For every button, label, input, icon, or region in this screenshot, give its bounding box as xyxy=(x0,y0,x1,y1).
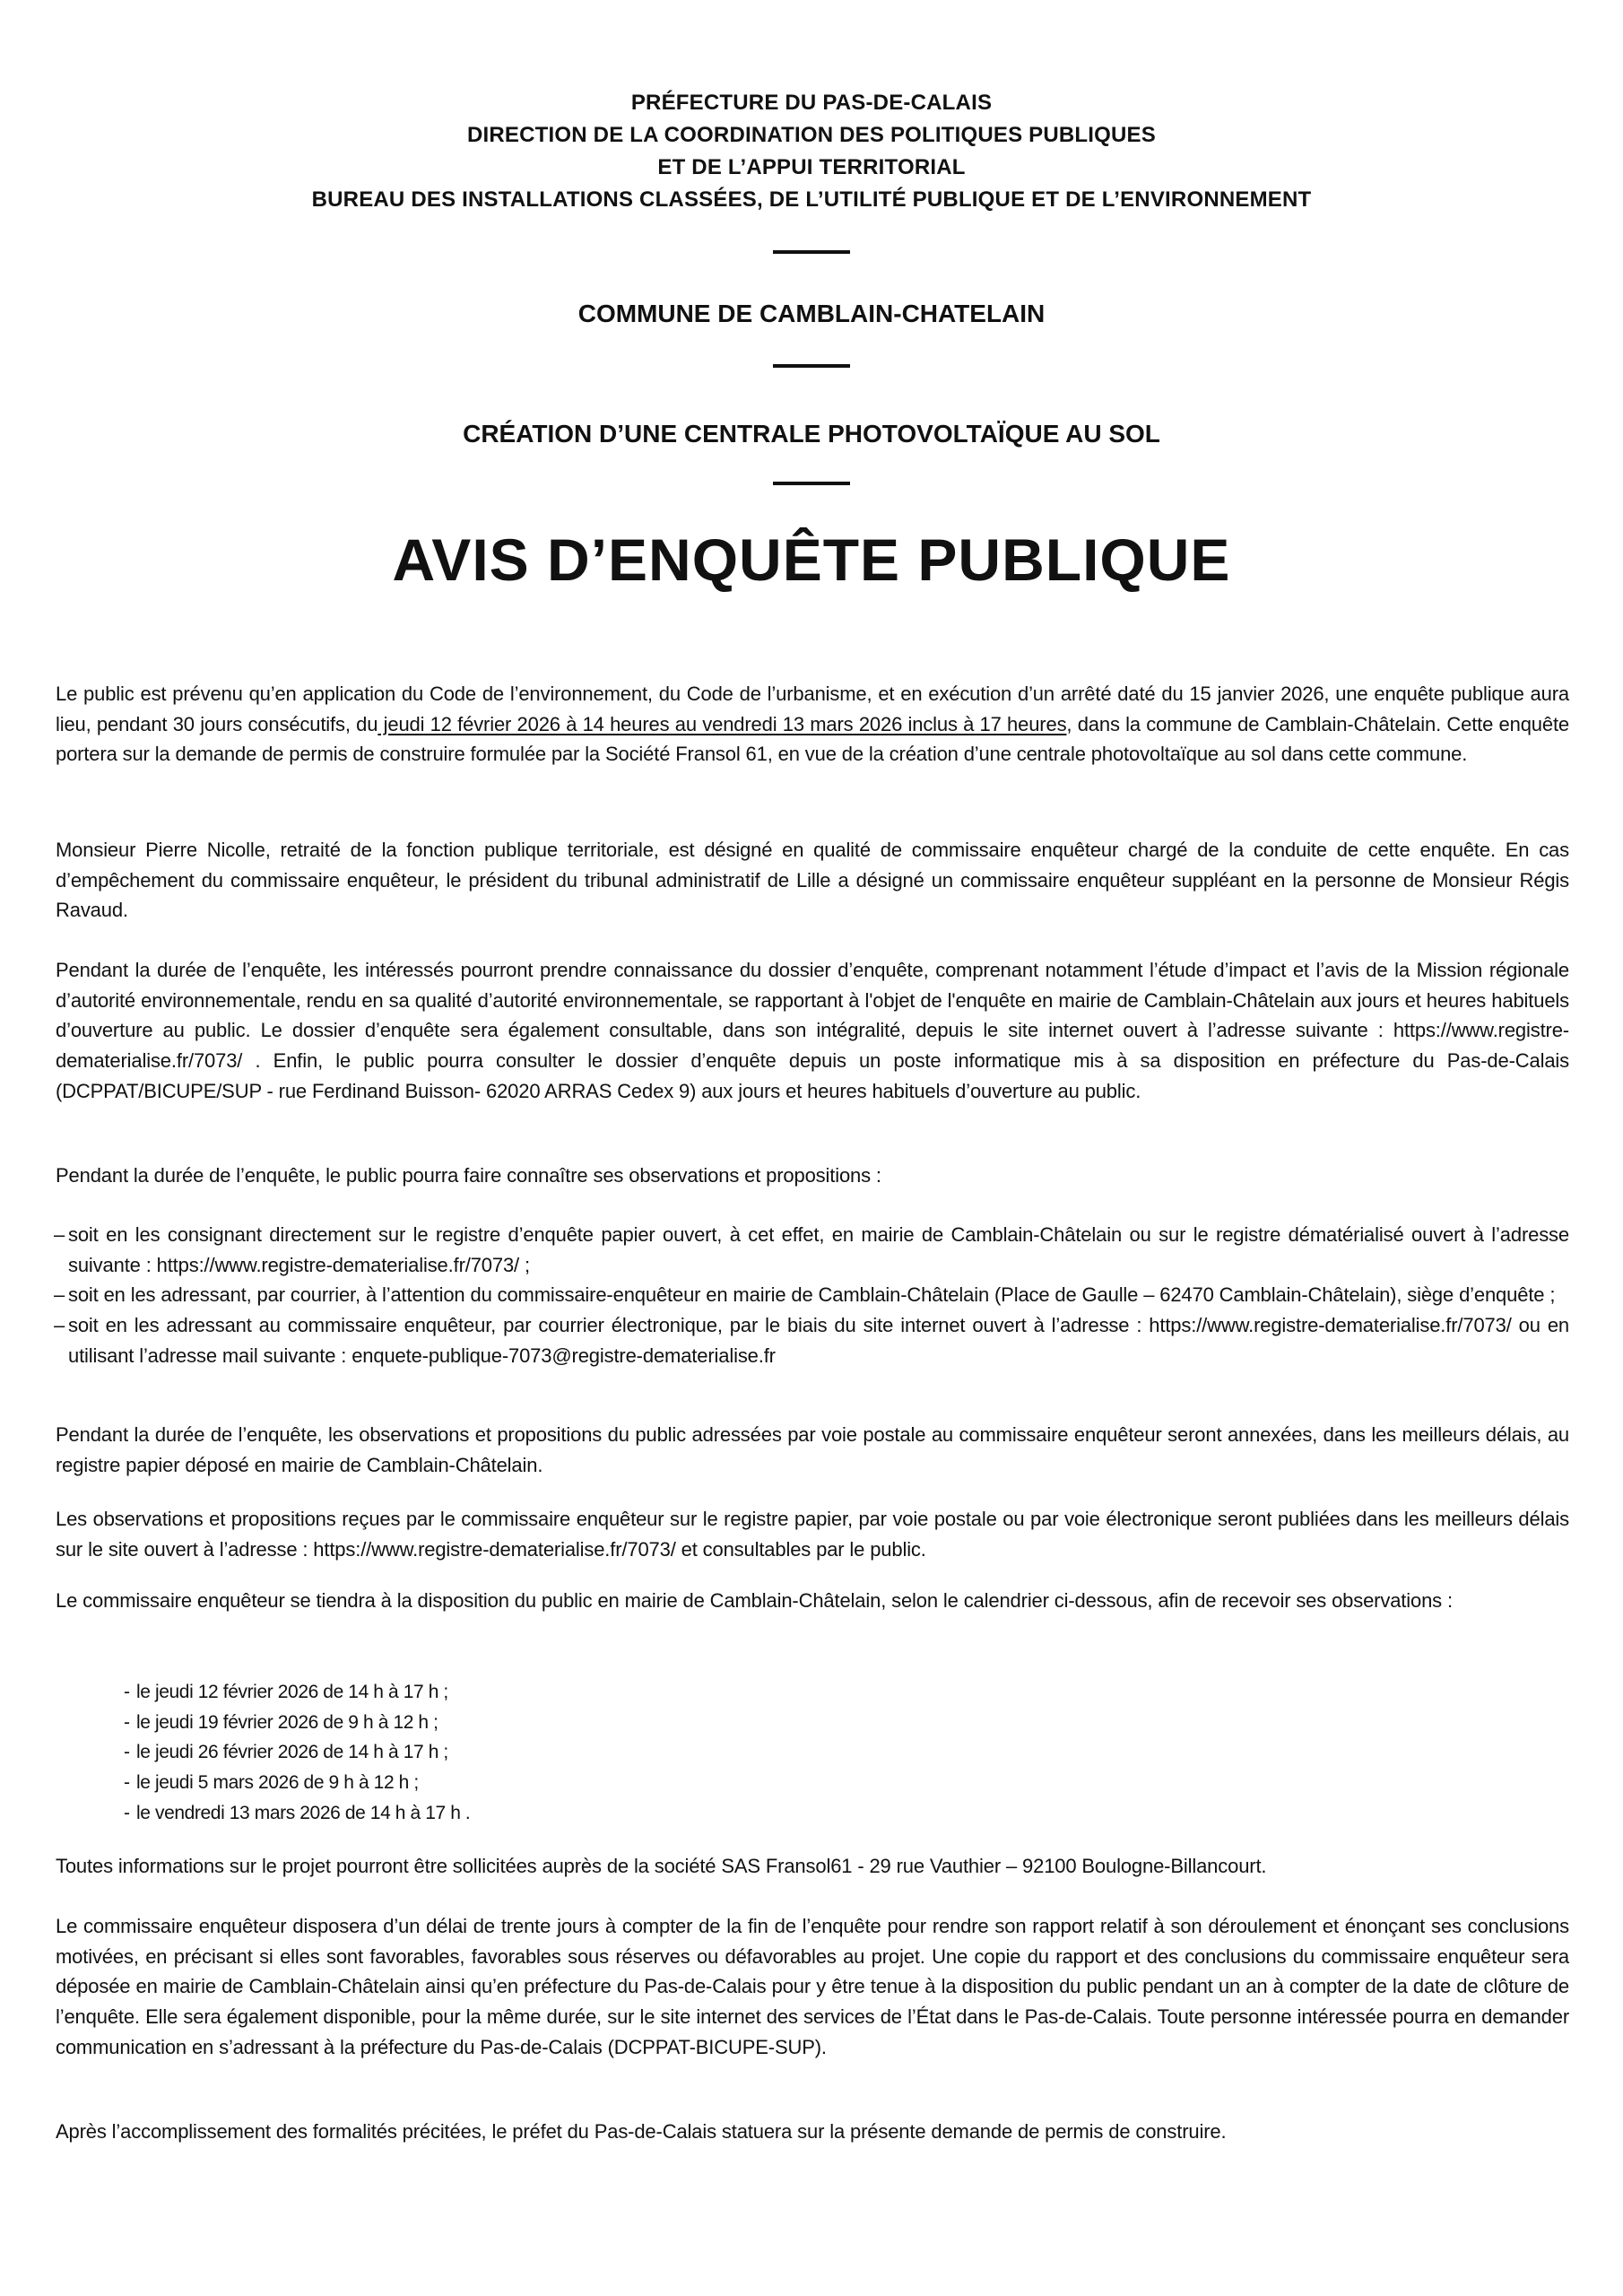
commune-heading: COMMUNE DE CAMBLAIN-CHATELAIN xyxy=(577,300,1046,327)
project-heading: CRÉATION D’UNE CENTRALE PHOTOVOLTAÏQUE AU SOL xyxy=(463,420,1160,448)
paragraph-permanences xyxy=(56,1586,1569,1616)
p1-text-after: , dans la commune de Camblain-Châtelain. Cette enquête portera sur la demande de permis de construire formulée par la Société Fransol 61, en vue de la création d’une centrale photovoltaïque au sol dans cette commune. xyxy=(56,712,1570,766)
schedule-item: - le jeudi 5 mars 2026 de 9 h à 12 h ; xyxy=(124,1772,419,1794)
divider-1 xyxy=(773,250,850,254)
schedule-item: - le jeudi 12 février 2026 de 14 h à 17 h ; xyxy=(124,1682,448,1702)
inquiry-period-underlined: jeudi 12 février 2026 à 14 heures au vendredi 13 mars 2026 inclus à 17 heures xyxy=(378,712,1067,735)
paragraph-commissioner xyxy=(56,835,1569,926)
paragraph-inquiry-dates xyxy=(56,679,1569,770)
p6-text: Les observations et propositions reçues par le commissaire enquêteur sur le registre papier, par voie postale ou par voie électronique seront publiées dans les meilleurs délais sur le site ouvert à l’adresse : https://www.registre-dematerialise.fr/7073/ et consultables par le public. xyxy=(56,1508,1569,1561)
divider-3 xyxy=(773,482,850,485)
paragraph-report xyxy=(56,1911,1569,2063)
paragraph-dossier-consultation xyxy=(56,955,1569,1107)
p9-text: Le commissaire enquêteur disposera d’un délai de trente jours à compter de la fin de l’enquête pour rendre son rapport relatif à son déroulement et énonçant ses conclusions motivées, en précisant si elles sont favorables, favorables sous réserves ou défavorables au projet. Une copie du rapport et des conclusions du commissaire enquêteur sera déposée en mairie de Camblain-Châtelain ainsi qu’en préfecture du Pas-de-Calais pour y être tenue à la disposition du public pendant un an à compter de la date de clôture de l’enquête. Elle sera également disponible, pour la même durée, sur le site internet des services de l’État dans le Pas-de-Calais. Toute personne intéressée pourra en demander communication en s’adressant à la préfecture du Pas-de-Calais (DCPPAT-BICUPE-SUP). xyxy=(56,1915,1569,2058)
divider-2 xyxy=(773,364,850,368)
p4-text: Pendant la durée de l’enquête, le public pourra faire connaître ses observations et propositions : xyxy=(56,1164,881,1187)
dash-bullet: – xyxy=(54,1223,65,1246)
paragraph-project-contact xyxy=(56,1851,1569,1882)
list-item: – soit en les adressant au commissaire enquêteur, par courrier électronique, par le biais du site internet ouvert à l’adresse : https://www.registre-dematerialise.fr/7073/ ou en utilisant l’adresse mail suivante : enquete-publique-7073@registre-dematerialise.fr xyxy=(56,1310,1569,1370)
p7-text: Le commissaire enquêteur se tiendra à la disposition du public en mairie de Camblain-Châtelain, selon le calendrier ci-dessous, afin de recevoir ses observations : xyxy=(56,1589,1453,1612)
document-title: AVIS D’ENQUÊTE PUBLIQUE xyxy=(392,526,1231,593)
header-line-appui: ET DE L’APPUI TERRITORIAL xyxy=(657,155,966,179)
observation-methods-list xyxy=(56,1220,1569,1371)
paragraph-postal-observations xyxy=(56,1420,1569,1480)
header-line-prefecture: PRÉFECTURE DU PAS-DE-CALAIS xyxy=(630,91,993,115)
issuing-authority-header xyxy=(0,87,1623,216)
header-line-bureau: BUREAU DES INSTALLATIONS CLASSÉES, DE L’UTILITÉ PUBLIQUE ET DE L’ENVIRONNEMENT xyxy=(311,187,1312,212)
list-item: – soit en les adressant, par courrier, à l’attention du commissaire-enquêteur en mairie de Camblain-Châtelain (Place de Gaulle – 62470 Camblain-Châtelain), siège d’enquête ; xyxy=(56,1280,1569,1310)
paragraph-observations-intro xyxy=(56,1161,1569,1191)
paragraph-decision xyxy=(56,2117,1569,2147)
schedule-item: - le jeudi 26 février 2026 de 14 h à 17 h ; xyxy=(124,1742,448,1763)
permanence-schedule xyxy=(124,1677,470,1829)
schedule-item: - le vendredi 13 mars 2026 de 14 h à 17 h . xyxy=(124,1802,471,1823)
p8-text: Toutes informations sur le projet pourront être sollicitées auprès de la société SAS Fransol61 - 29 rue Vauthier – 92100 Boulogne-Billancourt. xyxy=(56,1855,1267,1877)
schedule-item: - le jeudi 19 février 2026 de 9 h à 12 h ; xyxy=(124,1711,438,1733)
p2-text: Monsieur Pierre Nicolle, retraité de la fonction publique territoriale, est désigné en qualité de commissaire enquêteur chargé de la conduite de cette enquête. En cas d’empêchement du commissaire enquêteur, le président du tribunal administratif de Lille a désigné un commissaire enquêteur suppléant en la personne de Monsieur Régis Ravaud. xyxy=(56,839,1569,922)
p5-text: Pendant la durée de l’enquête, les observations et propositions du public adressées par voie postale au commissaire enquêteur seront annexées, dans les meilleurs délais, au registre papier déposé en mairie de Camblain-Châtelain. xyxy=(56,1423,1569,1476)
list-item: – soit en les consignant directement sur le registre d’enquête papier ouvert, à cet effet, en mairie de Camblain-Châtelain ou sur le registre dématérialisé ouvert à l’adresse suivante : https://www.registre-dematerialise.fr/7073/ ; xyxy=(56,1220,1569,1280)
p10-text: Après l’accomplissement des formalités précitées, le préfet du Pas-de-Calais statuera sur la présente demande de permis de construire. xyxy=(56,2120,1227,2143)
dash-bullet: – xyxy=(54,1314,65,1337)
header-line-direction: DIRECTION DE LA COORDINATION DES POLITIQUES PUBLIQUES xyxy=(467,123,1156,147)
paragraph-publication xyxy=(56,1504,1569,1564)
p1-text-before: Le public est prévenu qu’en application du Code de l’environnement, du Code de l’urbanisme, et en exécution d’un arrêté daté du 15 janvier 2026, une enquête publique aura lieu, pendant 30 jours consécutifs, du xyxy=(56,683,1569,735)
p3-text: Pendant la durée de l’enquête, les intéressés pourront prendre connaissance du dossier d’enquête, comprenant notamment l’étude d’impact et l’avis de la Mission régionale d’autorité environnementale, rendu en sa qualité d’autorité environnementale, se rapportant à l'objet de l'enquête en mairie de Camblain-Châtelain aux jours et heures habituels d’ouverture au public. Le dossier d’enquête sera également consultable, dans son intégralité, depuis le site internet ouvert à l’adresse suivante : https://www.registre-dematerialise.fr/7073/ . Enfin, le public pourra consulter le dossier d’enquête depuis un poste informatique mis à sa disposition en préfecture du Pas-de-Calais (DCPPAT/BICUPE/SUP - rue Ferdinand Buisson- 62020 ARRAS Cedex 9) aux jours et heures habituels d’ouverture au public. xyxy=(56,959,1569,1102)
dash-bullet: – xyxy=(54,1283,65,1307)
